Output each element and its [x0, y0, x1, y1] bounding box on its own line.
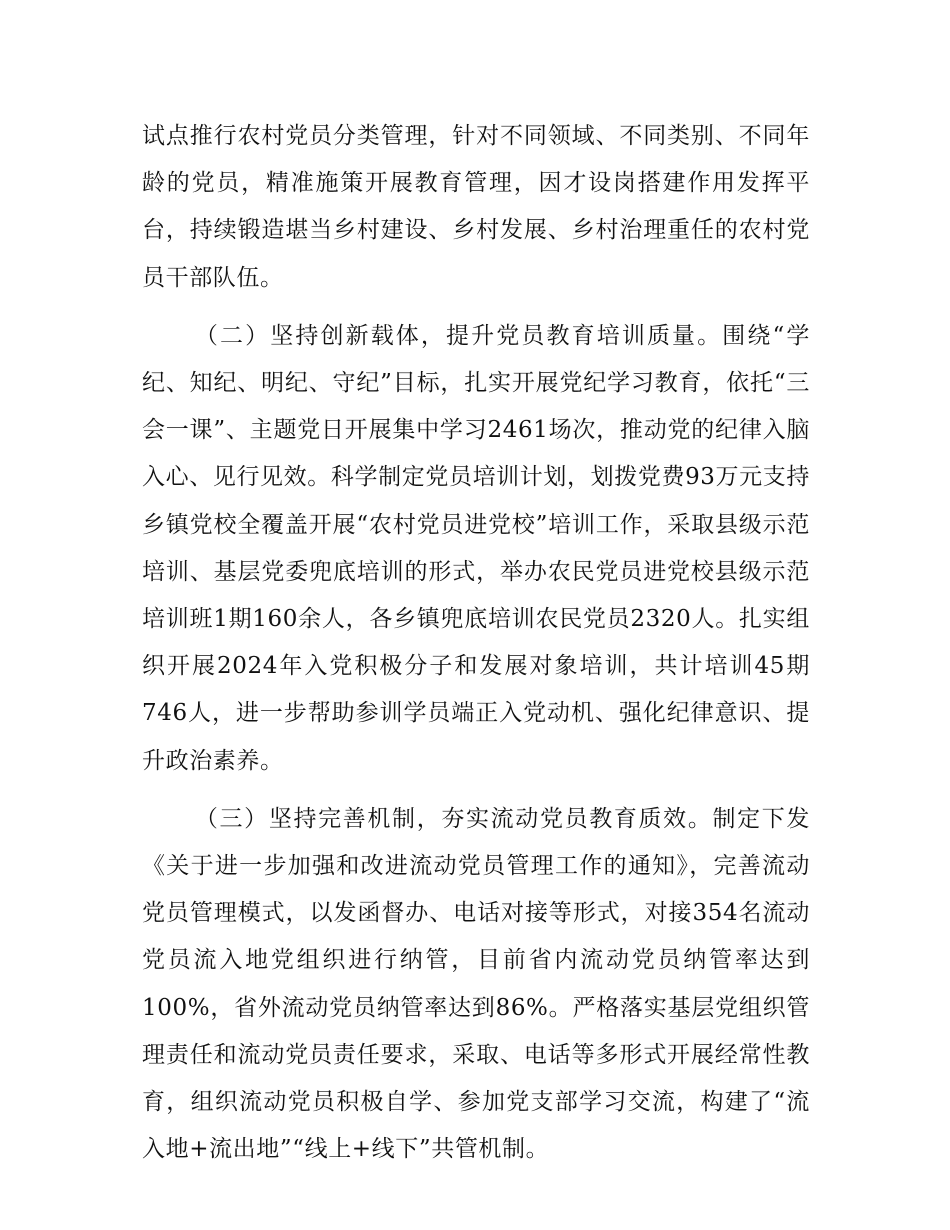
- paragraph-section-two: （二）坚持创新载体，提升党员教育培训质量。围绕“学纪、知纪、明纪、守纪”目标，扎实开展党纪学习教育，依托“三会一课”、主题党日开展集中学习2461场次，推动党的纪律入脑入心、见行见效。科学制定党员培训计划，划拨党费93万元支持乡镇党校全覆盖开展“农村党员进党校”培训工作，采取县级示范培训、基层党委兜底培训的形式，举办农民党员进党校县级示范培训班1期160余人，各乡镇兜底培训农民党员2320人。扎实组织开展2024年入党积极分子和发展对象培训，共计培训45期746人，进一步帮助参训学员端正入党动机、强化纪律意识、提升政治素养。: [142, 322, 810, 774]
- paragraph-continuation: 试点推行农村党员分类管理，针对不同领域、不同类别、不同年龄的党员，精准施策开展教育管理，因才设岗搭建作用发挥平台，持续锻造堪当乡村建设、乡村发展、乡村治理重任的农村党员干部队伍。: [142, 123, 810, 291]
- document-body: [142, 113, 810, 1184]
- paragraph-section-three: （三）坚持完善机制，夯实流动党员教育质效。制定下发《关于进一步加强和改进流动党员管理工作的通知》，完善流动党员管理模式，以发函督办、电话对接等形式，对接354名流动党员流入地党组织进行纳管，目前省内流动党员纳管率达到100%，省外流动党员纳管率达到86%。严格落实基层党组织管理责任和流动党员责任要求，采取、电话等多形式开展经常性教育，组织流动党员积极自学、参加党支部学习交流，构建了“流入地+流出地”“线上+线下”共管机制。: [142, 805, 810, 1163]
